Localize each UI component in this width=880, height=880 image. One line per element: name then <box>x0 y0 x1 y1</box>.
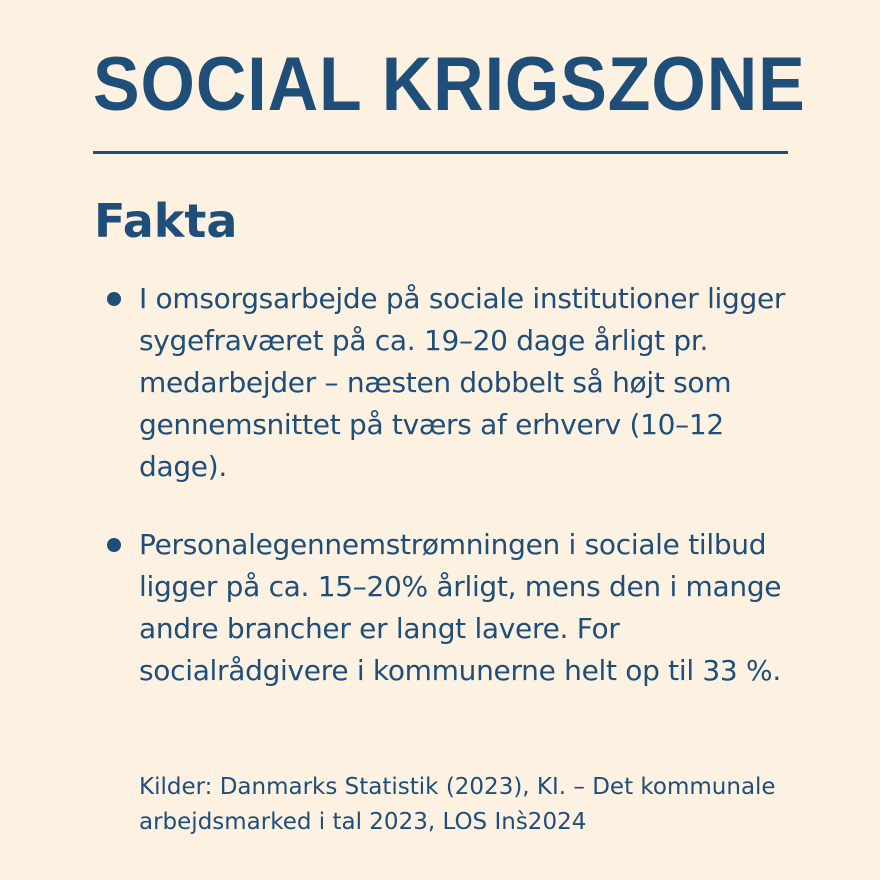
title-divider <box>93 151 788 154</box>
fact-text: Personalegennemstrømningen i sociale tilbud ligger på ca. 15–20% årligt, mens den i mange andre brancher er langt lavere. For socialrådgivere i kommunerne helt op til 33 %. <box>139 528 782 687</box>
bullet-dot-icon <box>107 538 121 552</box>
list-item <box>0 278 789 488</box>
facts-list <box>0 278 880 692</box>
bullet-dot-icon <box>107 292 121 306</box>
section-heading: Fakta <box>94 194 238 248</box>
fact-text: I omsorgsarbejde på sociale institutioner ligger sygefraværet på ca. 19–20 dage årligt pr. medarbejder – næsten dobbelt så højt som gennemsnittet på tværs af erhverv (10–12 dage). <box>139 282 786 483</box>
list-item <box>0 524 789 692</box>
sources-note: Kilder: Danmarks Statistik (2023), KI. – Det kommunale arbejdsmarked i tal 2023, LOS Ins̀2024 <box>139 774 776 835</box>
page-title: SOCIAL KRIGSZONE <box>93 42 806 127</box>
